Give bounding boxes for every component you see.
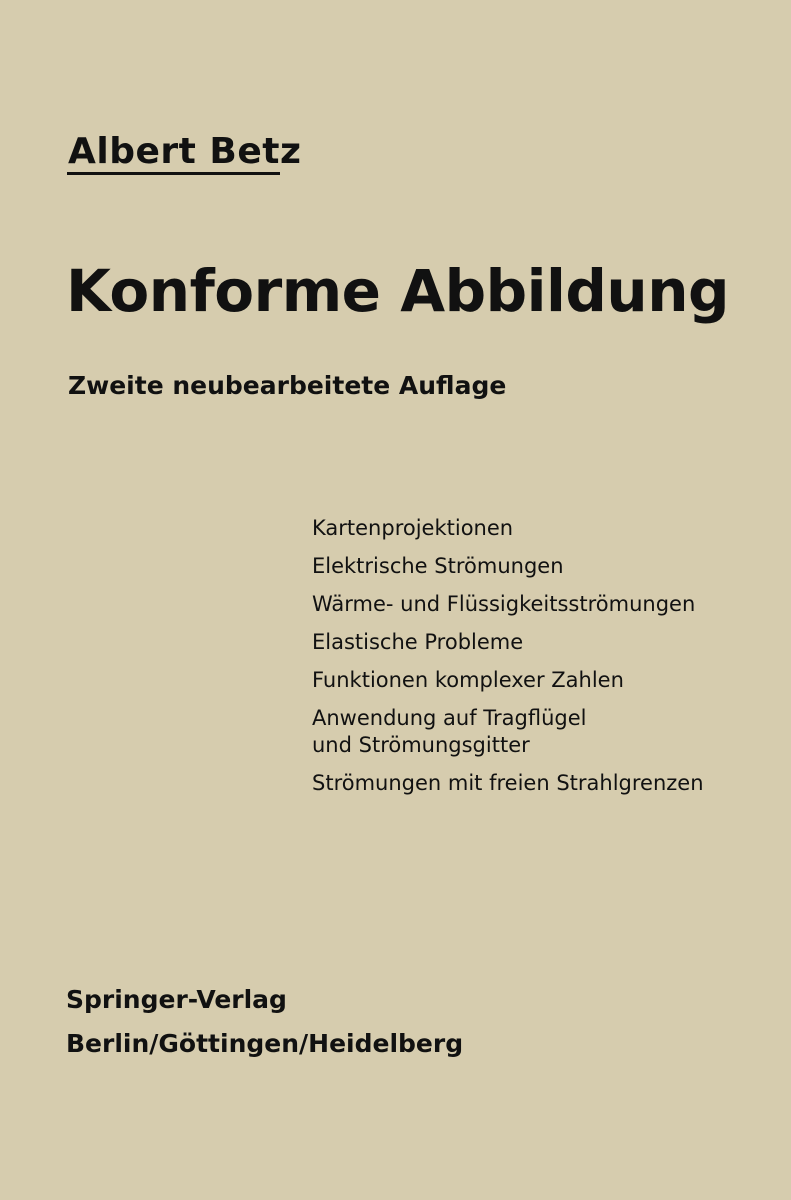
topic-item [312, 553, 704, 580]
topic-line: Wärme- und Flüssigkeitsströmungen [312, 592, 696, 616]
topic-item [312, 667, 704, 694]
topic-item [312, 515, 704, 542]
author-name: Albert Betz [68, 131, 302, 172]
edition-note: Zweite neubearbeitete Auflage [68, 371, 507, 400]
publisher-cities: Berlin/Göttingen/Heidelberg [66, 1029, 464, 1058]
topic-line: und Strömungsgitter [312, 733, 530, 757]
topic-list [312, 515, 704, 808]
topic-item [312, 770, 704, 797]
author-underline [67, 172, 280, 175]
topic-item [312, 591, 704, 618]
topic-line: Anwendung auf Tragflügel [312, 706, 587, 730]
topic-item [312, 629, 704, 656]
topic-line: Elastische Probleme [312, 630, 524, 654]
book-title: Konforme Abbildung [66, 257, 730, 325]
publisher-name: Springer-Verlag [66, 985, 287, 1014]
topic-line: Strömungen mit freien Strahlgrenzen [312, 771, 704, 795]
topic-line: Funktionen komplexer Zahlen [312, 668, 624, 692]
topic-line: Kartenprojektionen [312, 516, 514, 540]
topic-line: Elektrische Strömungen [312, 554, 564, 578]
topic-item [312, 705, 704, 759]
